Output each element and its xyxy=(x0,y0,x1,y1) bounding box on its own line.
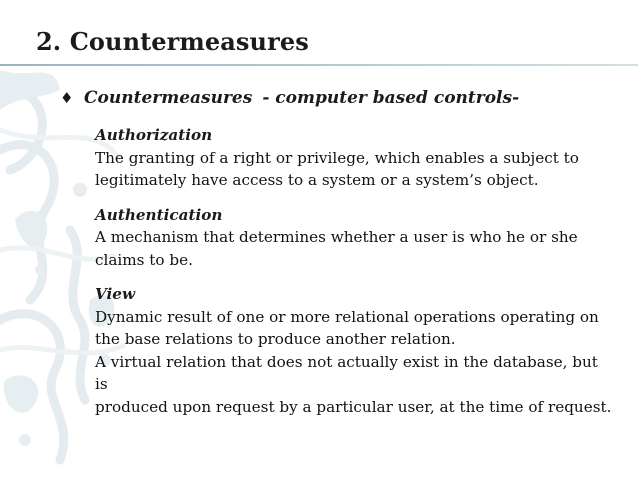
term-view: View xyxy=(95,285,136,303)
definition-line: The granting of a right or privilege, which enables a subject to xyxy=(95,148,579,167)
definition-line: the base relations to produce another relation. xyxy=(95,330,456,348)
bullet-heading xyxy=(60,88,519,108)
spacer xyxy=(95,192,615,204)
definition-line: A mechanism that determines whether a user is who he or she xyxy=(95,228,578,246)
spacer xyxy=(95,271,615,283)
definition-line: Dynamic result of one or more relational operations operating on xyxy=(95,307,599,326)
page-title: 2. Countermeasures xyxy=(36,27,309,56)
definition-line: legitimately have access to a system or a system’s object. xyxy=(95,171,539,189)
bullet-sub-text: - computer based controls- xyxy=(262,88,520,108)
term-authentication: Authentication xyxy=(95,205,223,224)
diamond-bullet-icon: ♦ xyxy=(60,89,74,107)
definition-line: claims to be. xyxy=(95,250,193,269)
term-authorization: Authorization xyxy=(95,126,213,144)
definition-line: A virtual relation that does not actually exist in the database, but is xyxy=(95,352,598,393)
title-divider xyxy=(0,64,638,66)
definition-line: produced upon request by a particular user, at the time of request. xyxy=(95,397,612,416)
definitions-list xyxy=(95,124,615,418)
bullet-main-text: Countermeasures xyxy=(84,88,253,108)
